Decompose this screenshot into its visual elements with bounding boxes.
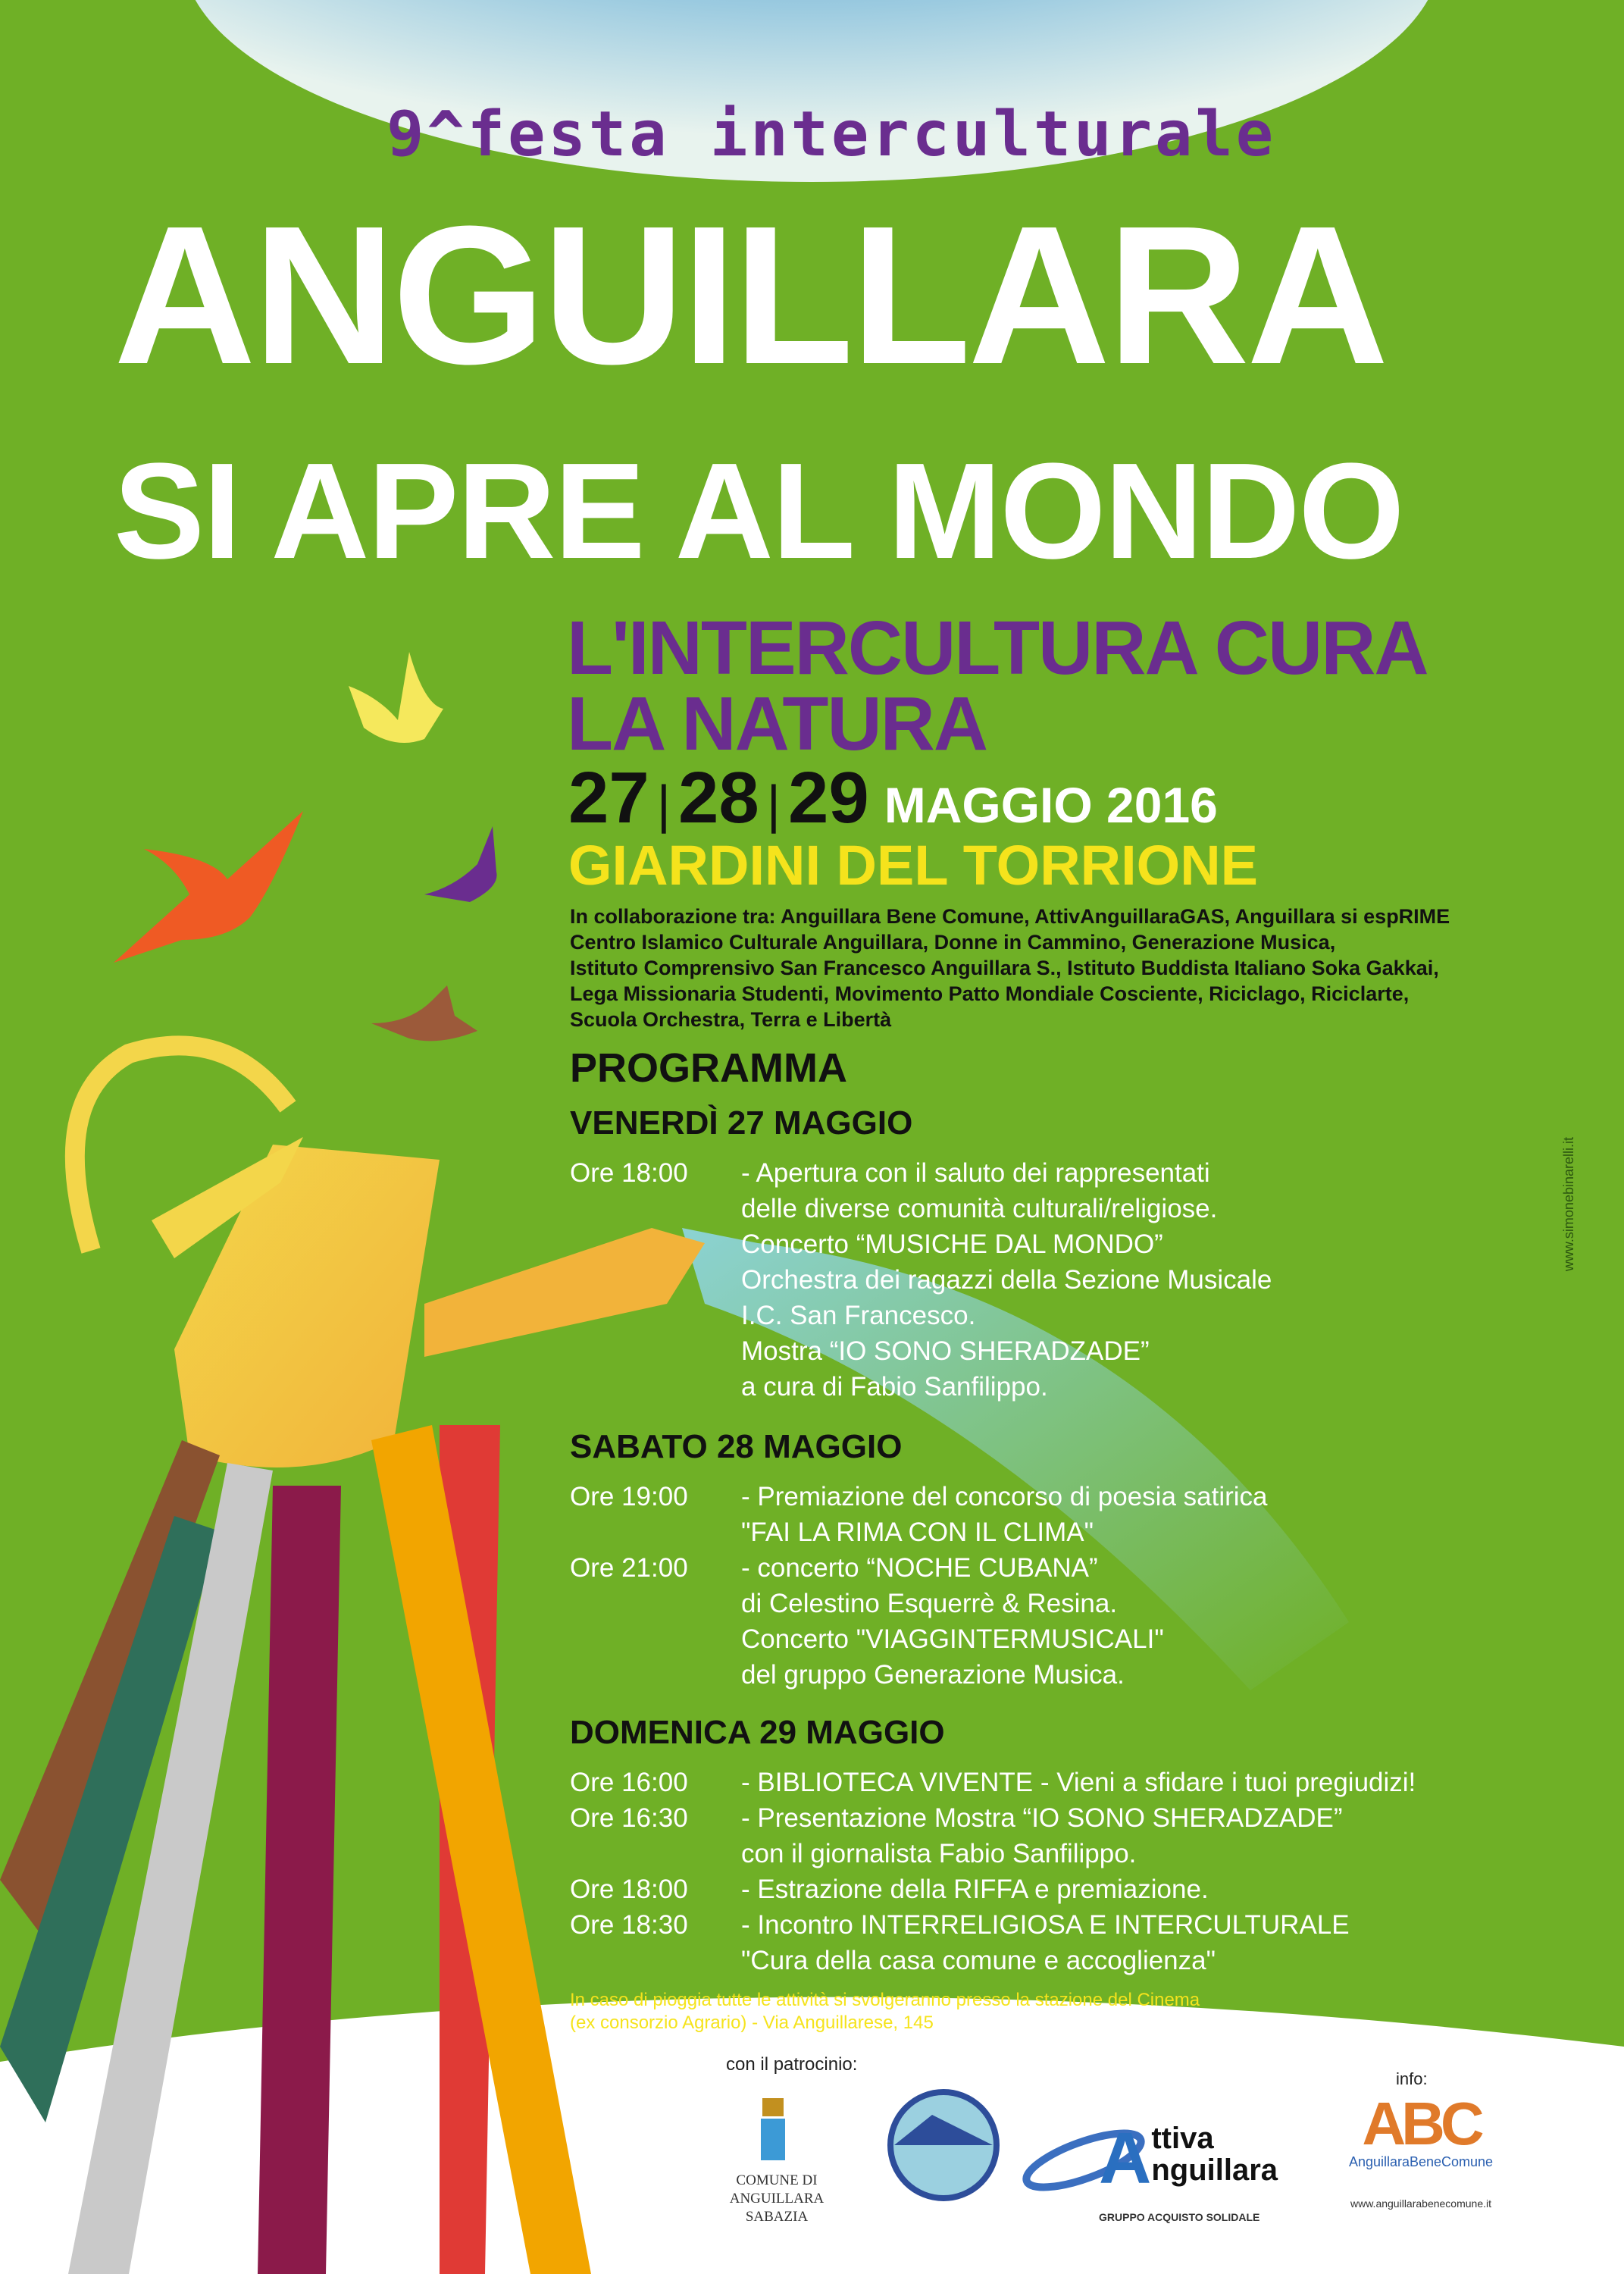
abc-mark: ABC	[1362, 2090, 1480, 2157]
date-2: 28	[677, 757, 759, 838]
abc-url[interactable]: www.anguillarabenecomune.it	[1350, 2197, 1491, 2210]
program-time: Ore 16:00	[570, 1768, 688, 1797]
rain-note-line: (ex consorzio Agrario) - Via Anguillarese, 145	[570, 2012, 934, 2033]
attiva-sub: GRUPPO ACQUISTO SOLIDALE	[1099, 2211, 1260, 2223]
info-label: info:	[1396, 2069, 1428, 2088]
month-year: MAGGIO 2016	[884, 777, 1218, 833]
attiva-anguillara-logo	[1099, 2118, 1278, 2223]
program-text: delle diverse comunità culturali/religiose.	[741, 1194, 1218, 1223]
comune-line: COMUNE DI	[736, 2172, 818, 2188]
program-text: a cura di Fabio Sanfilippo.	[741, 1372, 1048, 1402]
date-sep: |	[656, 775, 671, 834]
program-day-heading: SABATO 28 MAGGIO	[570, 1428, 903, 1465]
program-entry	[570, 1479, 1268, 1514]
comune-logo	[697, 2172, 856, 2226]
abc-name: AnguillaraBeneComune	[1348, 2154, 1494, 2169]
venue: GIARDINI DEL TORRIONE	[568, 834, 1259, 897]
date-1: 27	[568, 757, 649, 838]
program-text: I.C. San Francesco.	[741, 1301, 976, 1330]
program-text: di Celestino Esquerrè & Resina.	[741, 1589, 1118, 1618]
collaboration-list	[570, 904, 1555, 1032]
program-entry	[570, 1550, 1098, 1586]
program-time: Ore 19:00	[570, 1482, 688, 1511]
program-entry	[570, 1872, 1209, 1907]
program-text: - concerto “NOCHE CUBANA”	[741, 1553, 1098, 1583]
date-3: 29	[787, 757, 869, 838]
patronage-label: con il patrocinio:	[726, 2054, 858, 2075]
program-entry	[570, 1765, 1416, 1800]
program-entry	[570, 1800, 1343, 1836]
rain-note-line: In caso di pioggia tutte le attività si svolgeranno presso la stazione del Cinema	[570, 1990, 1200, 2010]
program-text: - Premiazione del concorso di poesia satirica	[741, 1482, 1268, 1511]
edition-label: 9^festa interculturale	[386, 99, 1277, 171]
program-text: con il giornalista Fabio Sanfilippo.	[741, 1839, 1137, 1868]
theme-line-2: LA NATURA	[567, 681, 987, 766]
attiva-l2: nguillara	[1151, 2153, 1278, 2187]
abc-logo	[1334, 2090, 1508, 2210]
program-text: "Cura della casa comune e accoglienza"	[741, 1946, 1216, 1975]
theme-line-1: L'INTERCULTURA CURA	[567, 606, 1428, 691]
rain-note	[570, 1989, 1200, 2034]
program-text: - Estrazione della RIFFA e premiazione.	[741, 1875, 1209, 1904]
program-entry	[570, 1155, 1210, 1191]
program-text: Orchestra dei ragazzi della Sezione Musicale	[741, 1265, 1272, 1295]
attiva-l1: ttiva	[1151, 2122, 1214, 2155]
program-time: Ore 18:00	[570, 1875, 688, 1904]
program-text: Mostra “IO SONO SHERADZADE”	[741, 1336, 1150, 1366]
program-text: del gruppo Generazione Musica.	[741, 1660, 1125, 1690]
collab-line: Lega Missionaria Studenti, Movimento Patto Mondiale Cosciente, Riciclago, Riciclarte,	[570, 982, 1410, 1005]
main-subtitle: SI APRE AL MONDO	[114, 435, 1403, 587]
event-dates	[568, 757, 1218, 838]
program-text: - Incontro INTERRELIGIOSA E INTERCULTURALE	[741, 1910, 1350, 1940]
program-text: "FAI LA RIMA CON IL CLIMA"	[741, 1518, 1094, 1547]
program-text: - Apertura con il saluto dei rappresentati	[741, 1158, 1210, 1188]
designer-credit: www.simonebinarelli.it	[1561, 1137, 1576, 1272]
program-time: Ore 18:30	[570, 1910, 688, 1940]
date-sep: |	[766, 775, 781, 834]
collab-line: Scuola Orchestra, Terra e Libertà	[570, 1008, 892, 1031]
program-time: Ore 21:00	[570, 1553, 688, 1583]
program-text: Concerto “MUSICHE DAL MONDO”	[741, 1229, 1163, 1259]
program-text: Concerto "VIAGGINTERMUSICALI"	[741, 1624, 1164, 1654]
program-time: Ore 16:30	[570, 1803, 688, 1833]
comune-line: ANGUILLARA SABAZIA	[729, 2191, 825, 2225]
collab-line: Istituto Comprensivo San Francesco Anguillara S., Istituto Buddista Italiano Soka Gakkai,	[570, 957, 1439, 979]
program-text: - Presentazione Mostra “IO SONO SHERADZADE”	[741, 1803, 1343, 1833]
collab-line: In collaborazione tra: Anguillara Bene Comune, AttivAnguillaraGAS, Anguillara si espRIME	[570, 905, 1450, 928]
program-day-heading: VENERDÌ 27 MAGGIO	[570, 1104, 913, 1142]
collab-line: Centro Islamico Culturale Anguillara, Donne in Cammino, Generazione Musica,	[570, 931, 1336, 954]
birds	[114, 652, 497, 1041]
main-title: ANGUILLARA	[114, 186, 1386, 406]
program-entry	[570, 1907, 1350, 1943]
program-time: Ore 18:00	[570, 1158, 688, 1188]
program-text: - BIBLIOTECA VIVENTE - Vieni a sfidare i tuoi pregiudizi!	[741, 1768, 1416, 1797]
program-day-heading: DOMENICA 29 MAGGIO	[570, 1714, 945, 1751]
program-title: PROGRAMMA	[570, 1045, 847, 1091]
attiva-cap: A	[1099, 2118, 1152, 2199]
